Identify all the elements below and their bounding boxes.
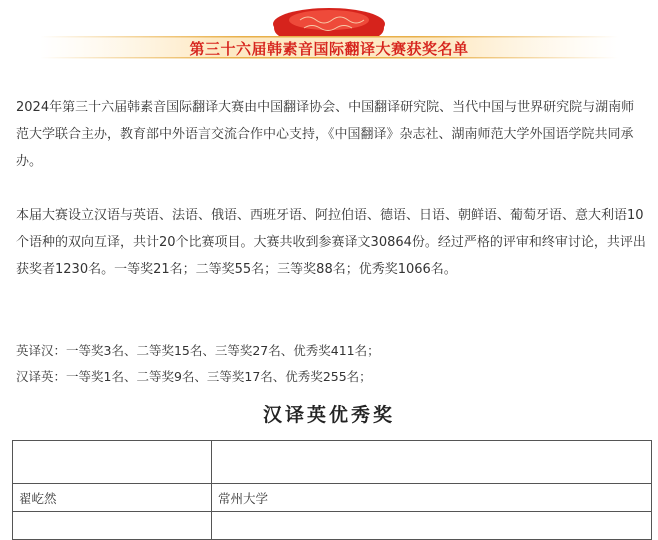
banner-title: 第三十六届韩素音国际翻译大赛获奖名单 [189, 40, 469, 58]
header-banner [0, 0, 658, 66]
stat-en-to-zh: 英译汉：一等奖3名、二等奖15名、三等奖27名、优秀奖411名； [16, 343, 380, 358]
table-cell-school: 常州大学 [212, 484, 652, 512]
table-cell-name [13, 512, 212, 540]
table-row [13, 441, 652, 484]
award-table [12, 440, 652, 540]
table-cell-name: 翟屹然 [13, 484, 212, 512]
table-row [13, 484, 652, 512]
stat-zh-to-en: 汉译英：一等奖1名、二等奖9名、三等奖17名、优秀奖255名； [16, 369, 372, 384]
intro-paragraph: 2024年第三十六届韩素音国际翻译大赛由中国翻译协会、中国翻译研究院、当代中国与世界研究院与湖南师范大学联合主办，教育部中外语言交流合作中心支持，《中国翻译》杂志社、湖南师范大学外国语学院共同承办。 [16, 100, 635, 169]
section-title: 汉译英优秀奖 [262, 404, 395, 426]
details-paragraph: 本届大赛设立汉语与英语、法语、俄语、西班牙语、阿拉伯语、德语、日语、朝鲜语、葡萄牙语、意大利语10个语种的双向互译，共计20个比赛项目。大赛共收到参赛译文30864份。经过严格的评审和终审讨论，共评出获奖者1230名。一等奖21名；二等奖55名；三等奖88名；优秀奖1066名。 [16, 208, 646, 277]
table-cell-name [13, 441, 212, 484]
table-row [13, 512, 652, 540]
table-cell-school [212, 441, 652, 484]
table-cell-school [212, 512, 652, 540]
